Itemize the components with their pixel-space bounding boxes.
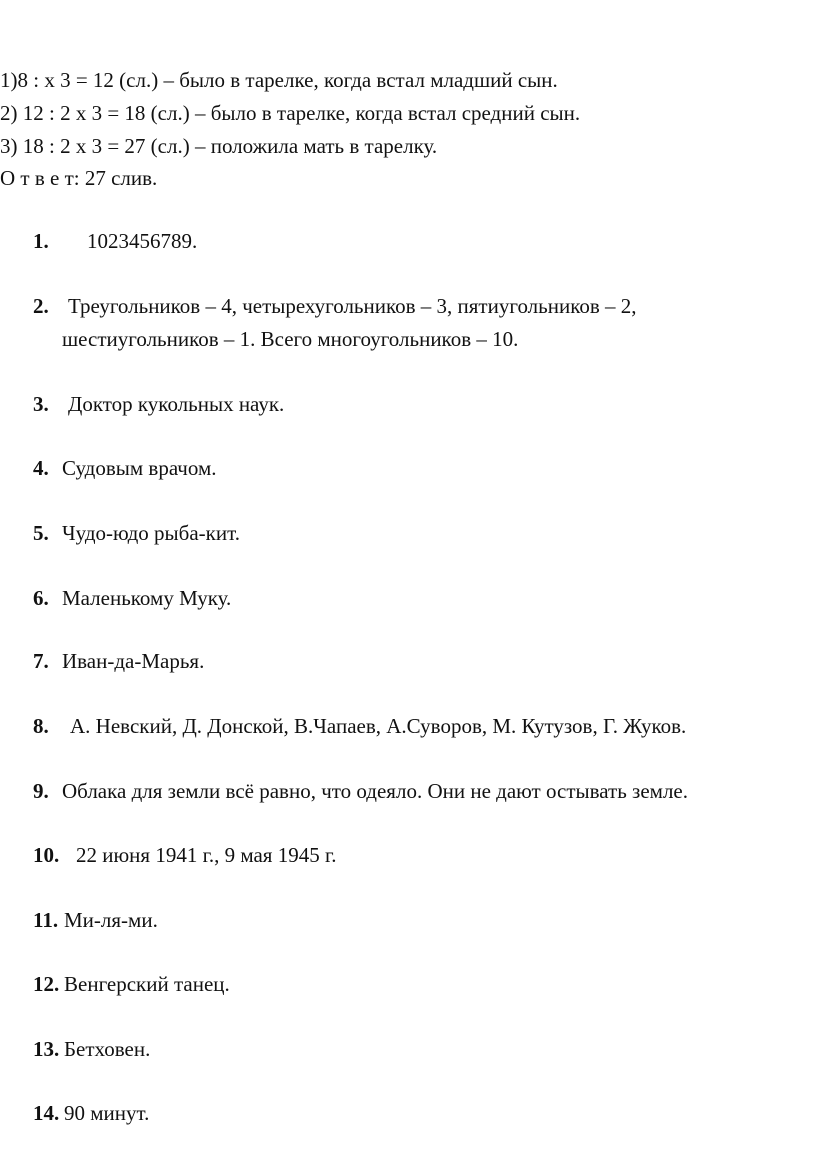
answer-text: Иван-да-Марья. xyxy=(62,649,205,673)
answer-text: Доктор кукольных наук. xyxy=(68,392,285,416)
answer-number: 7. xyxy=(33,649,49,673)
answer-number: 10. xyxy=(33,843,60,867)
answer-text: Треугольников – 4, четырехугольников – 3, пятиугольников – 2, xyxy=(68,294,637,318)
answer-text: 90 минут. xyxy=(64,1101,150,1125)
answer-number: 9. xyxy=(33,779,49,803)
answer-text: Судовым врачом. xyxy=(62,456,217,480)
answer-number: 8. xyxy=(33,714,49,738)
answer-text: 22 июня 1941 г., 9 мая 1945 г. xyxy=(76,843,337,867)
answer-number: 5. xyxy=(33,521,49,545)
answer-number: 1. xyxy=(33,229,49,253)
answer-text: 1023456789. xyxy=(87,229,198,253)
answer-text: Облака для земли всё равно, что одеяло. Они не дают остывать земле. xyxy=(62,779,688,803)
answer-text: Венгерский танец. xyxy=(64,972,230,996)
answer-text-continuation: шестиугольников – 1. Всего многоугольников – 10. xyxy=(62,327,519,351)
solution-line-3: 3) 18 : 2 х 3 = 27 (сл.) – положила мать в тарелку. xyxy=(0,134,438,158)
answer-number: 13. xyxy=(33,1037,60,1061)
answer-text: Ми-ля-ми. xyxy=(64,908,158,932)
answer-text: Бетховен. xyxy=(64,1037,151,1061)
solution-line-1: 1)8 : х 3 = 12 (сл.) – было в тарелке, когда встал младший сын. xyxy=(0,68,558,92)
answer-number: 11. xyxy=(33,908,59,932)
answer-number: 2. xyxy=(33,294,49,318)
answer-text: А. Невский, Д. Донской, В.Чапаев, А.Суворов, М. Кутузов, Г. Жуков. xyxy=(70,714,687,738)
answer-number: 12. xyxy=(33,972,60,996)
answer-number: 6. xyxy=(33,586,49,610)
answer-text: Чудо-юдо рыба-кит. xyxy=(62,521,240,545)
answer-line: О т в е т: 27 слив. xyxy=(0,166,158,190)
answer-number: 3. xyxy=(33,392,49,416)
answer-number: 4. xyxy=(33,456,49,480)
solution-line-2: 2) 12 : 2 х 3 = 18 (сл.) – было в тарелке, когда встал средний сын. xyxy=(0,101,581,125)
answer-number: 14. xyxy=(33,1101,60,1125)
answer-text: Маленькому Муку. xyxy=(62,586,232,610)
